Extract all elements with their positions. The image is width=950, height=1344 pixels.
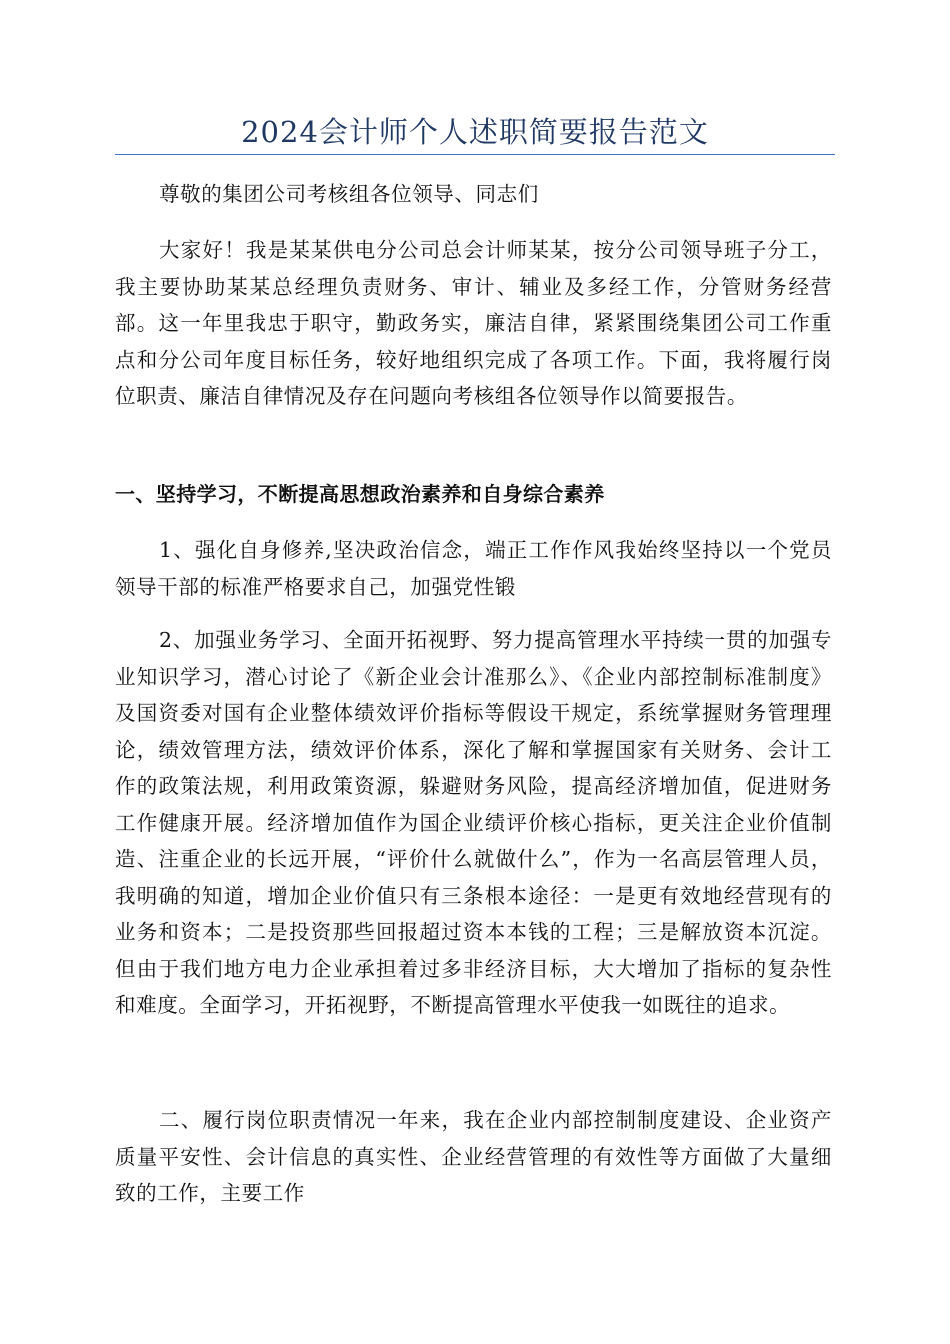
salutation: 尊敬的集团公司考核组各位领导、同志们 bbox=[159, 182, 539, 206]
title-underline bbox=[115, 154, 835, 155]
paragraph-item-1: 1、强化自身修养,坚决政治信念，端正工作作风我始终坚持以一个党员领导干部的标准严格要求自己，加强党性锻 bbox=[115, 538, 832, 599]
intro-paragraph: 大家好！我是某某供电分公司总会计师某某，按分公司领导班子分工，我主要协助某某总经理负责财务、审计、辅业及多经工作，分管财务经营部。这一年里我忠于职守，勤政务实，廉洁自律，紧紧围绕集团公司工作重点和分公司年度目标任务，较好地组织完成了各项工作。下面，我将履行岗位职责、廉洁自律情况及存在问题向考核组各位领导作以简要报告。 bbox=[115, 238, 832, 408]
paragraph-section-2: 二、履行岗位职责情况一年来，我在企业内部控制制度建设、企业资产质量平安性、会计信息的真实性、企业经营管理的有效性等方面做了大量细致的工作，主要工作 bbox=[115, 1108, 832, 1205]
document-title: 2024会计师个人述职简要报告范文 bbox=[241, 115, 709, 149]
section-heading-1: 一、坚持学习，不断提高思想政治素养和自身综合素养 bbox=[115, 482, 605, 506]
paragraph-item-2: 2、加强业务学习、全面开拓视野、努力提高管理水平持续一贯的加强专业知识学习，潜心讨论了《新企业会计准那么》、《企业内部控制标准制度》及国资委对国有企业整体绩效评价指标等假设干规定，系统掌握财务管理理论，绩效管理方法，绩效评价体系，深化了解和掌握国家有关财务、会计工作的政策法规，利用政策资源，躲避财务风险，提高经济增加值，促进财务工作健康开展。经济增加值作为国企业绩评价核心指标，更关注企业价值制造、注重企业的长远开展，“评价什么就做什么”，作为一名高层管理人员，我明确的知道，增加企业价值只有三条根本途径：一是更有效地经营现有的业务和资本；二是投资那些回报超过资本本钱的工程；三是解放资本沉淀。但由于我们地方电力企业承担着过多非经济目标，大大增加了指标的复杂性和难度。全面学习，开拓视野，不断提高管理水平使我一如既往的追求。 bbox=[115, 628, 832, 1017]
